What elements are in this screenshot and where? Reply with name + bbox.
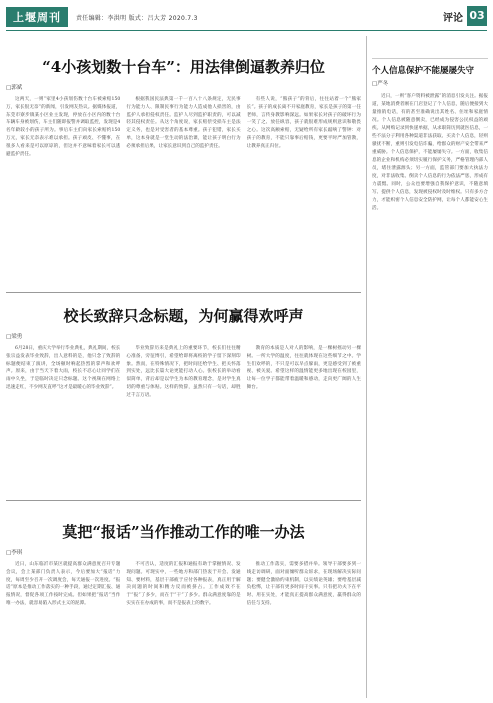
sidebar-body	[372, 93, 488, 213]
article-column	[126, 96, 240, 158]
paragraph: 教育的本质是人对人的影响，是一棵树摇动另一棵树。一所大学的温度，往往就体现在这些细节之中。学生们欢呼的，不只是可以早点躲雨，更是感受到了被重视、被关爱。希望这样的温情能更多地出现在校园里，让每一位学子都能带着温暖和感动，走向更广阔的人生舞台。	[246, 346, 361, 390]
section-label: 评论	[443, 13, 463, 24]
paragraph: 毕业致辞历来是典礼上的重要环节，校长们往往精心准备，旁征博引，希望给即将离校的学子留下深刻印象。然而，在特殊情况下，把时间还给学生、把关怀落到实处，远比长篇大论更能打动人心。张校长的举动看似简单，背后却是以学生为本的教育理念，是对学生真切的尊重与体贴。这样的致辞，虽然只有一句话，却胜过千言万语。	[126, 346, 241, 398]
article-column	[6, 345, 120, 400]
paragraph: 近日，山东临沂市某区就提高群众满意度召开专题会议，会上某部门负责人表示，今后要加大“报话”力度，每周至少召开一次调度会，每天通报一次进度。“报话”原本是推动工作落实的一种手段，通过定期汇报、通报情况，督促各项工作按时完成。但如果把“报话”当作唯一办法，就容易陷入形式主义的泥潭。	[6, 562, 121, 606]
masthead-title: 上堰周刊	[6, 7, 68, 27]
paragraph: 这两天，一则“家里4小孩划伤数十台车被索赔150万，家长很无奈”的新闻，引发网友热议。据媒体报道，东莞市寮步镇某小区业主发现，停放在小区内的数十台车辆车身被划伤，车主们随即报警并调取监控，发现是4名年龄较小的孩子所为。事后车主们向家长索赔约150万元，家长无奈表示难以承担。孩子顽皮、不懂事，在很多人看来是可以原谅的，但这并不意味着家长可以逃避监护责任。	[6, 97, 121, 157]
article-column	[6, 96, 120, 158]
article-body	[6, 561, 361, 608]
article-title: 莫把“报话”当作推动工作的唯一办法	[62, 523, 305, 541]
article-body	[6, 345, 361, 400]
paragraph: 有些人说，“熊孩子”的背后，往往站着一个“熊家长”。孩子的成长离不开家庭教育，家长是孩子的第一任老师，言传身教影响深远。如果家长对孩子的破坏行为一笑了之、放任纵容，孩子就很难形成规则意识和敬畏之心。这次高额索赔，无疑给所有家长敲响了警钟：对孩子的教育，不能只靠事后赔钱，更要平时严加管教，让教养真正归位。	[246, 97, 361, 149]
article-1	[6, 38, 361, 288]
article-column	[126, 345, 240, 400]
article-column	[247, 561, 361, 608]
article-divider	[6, 292, 361, 293]
sidebar-blank-area	[372, 36, 488, 59]
sidebar-title: 个人信息保护不能屡屡失守	[372, 66, 475, 76]
article-column	[247, 345, 361, 400]
top-rule	[6, 30, 487, 31]
article-divider	[6, 500, 361, 501]
masthead-meta: 责任编辑：李洪明 版式：吕大芳 2020.7.3	[76, 14, 198, 22]
article-column	[126, 561, 240, 608]
paragraph: 6月28日，重庆大学举行毕业典礼，典礼期间，校长张宗益发表毕业致辞，出人意料的是，他只念了致辞的标题便结束了演讲，全场顿时响起热烈的掌声和欢呼声。原来，由于当天下着大雨，校长不忍心让同学们在雨中久坐，于是临时决定只念标题。这个视频在网络上迅速走红，不少网友直呼“这才是最暖心的毕业致辞”。	[6, 346, 121, 390]
article-column	[6, 561, 120, 608]
article-2	[6, 297, 361, 497]
paragraph: 不可否认，适度的汇报和通报有助于掌握情况、发现问题。可现实中，一些地方和部门热衷于开会、发通知、要材料，基层干部疲于应付各种报表，真正用于解决问题的时间和精力反而被挤占。工作成效不在于“报”了多少，而在于“干”了多少。群众满意度靠的是实实在在办成的事，而不是报表上的数字。	[126, 562, 241, 606]
sidebar-author: □严冬	[372, 81, 389, 87]
article-byline	[6, 548, 361, 556]
article-column	[247, 96, 361, 158]
sidebar-column	[366, 36, 488, 698]
article-author: □李琪	[6, 550, 23, 556]
article-author: □梁勇	[6, 334, 23, 340]
page-number: 03	[467, 6, 487, 26]
article-byline	[6, 332, 361, 340]
article-title: 校长致辞只念标题，为何赢得欢呼声	[63, 307, 304, 325]
article-body	[6, 96, 361, 158]
article-byline	[6, 83, 361, 91]
article-title: “4小孩划数十台车”：用法律倒逼教养归位	[42, 58, 325, 76]
paragraph: 根据我国民法典第一千一百八十八条规定，无民事行为能力人、限制民事行为能力人造成他人损害的，由监护人承担侵权责任。监护人尽到监护职责的，可以减轻其侵权责任。从这个角度说，家长赔偿受损车主是法定义务，也是对受害者的基本尊重。孩子犯错，家长买单，这本身就是一堂生动的法治课，能让孩子明白行为必须承担后果，让家长意识到自己的监护责任。	[126, 97, 241, 149]
paragraph: 近日，一则“客户资料被泄露”的消息引发关注。据报道，某地消费者刚在门店登记了个人信息，随后便接到大量推销电话，有的甚至准确说出其姓名、住址和家庭情况。个人信息被随意倒卖，已经成为侵害公民权益的顽疾。从网购记录到快递单据，从求职简历到就医信息，一些不法分子利用各种渠道非法获取、买卖个人信息，轻则骚扰不断，重则引发电信诈骗，给群众的财产安全带来严重威胁。个人信息保护，不能屡屡失守。一方面，收集信息的企业和机构必须切实履行保护义务，严格管理内部人员，堵住泄露源头；另一方面，监管部门要加大执法力度，对非法收集、倒卖个人信息的行为依法严惩，形成有力震慑。同时，公众也要增强自我保护意识，不随意填写、提供个人信息，发现被侵权时及时维权。只有多方合力，才能织密个人信息安全防护网，让每个人都能安心生活。	[372, 94, 488, 211]
masthead	[6, 7, 198, 27]
paragraph: 推动工作落实，需要多措并举。领导干部要多到一线走访调研，面对面倾听群众诉求，在现场解决实际问题；要健全激励约束机制，以实绩论英雄；要给基层减负松绑，让干部有更多时间干实事。只有把功夫下在平时、用在实处，才能真正提高群众满意度，赢得群众的信任与支持。	[246, 562, 361, 606]
sidebar-byline	[372, 79, 488, 87]
article-3	[6, 503, 361, 698]
article-author: □郭斌	[6, 85, 23, 91]
